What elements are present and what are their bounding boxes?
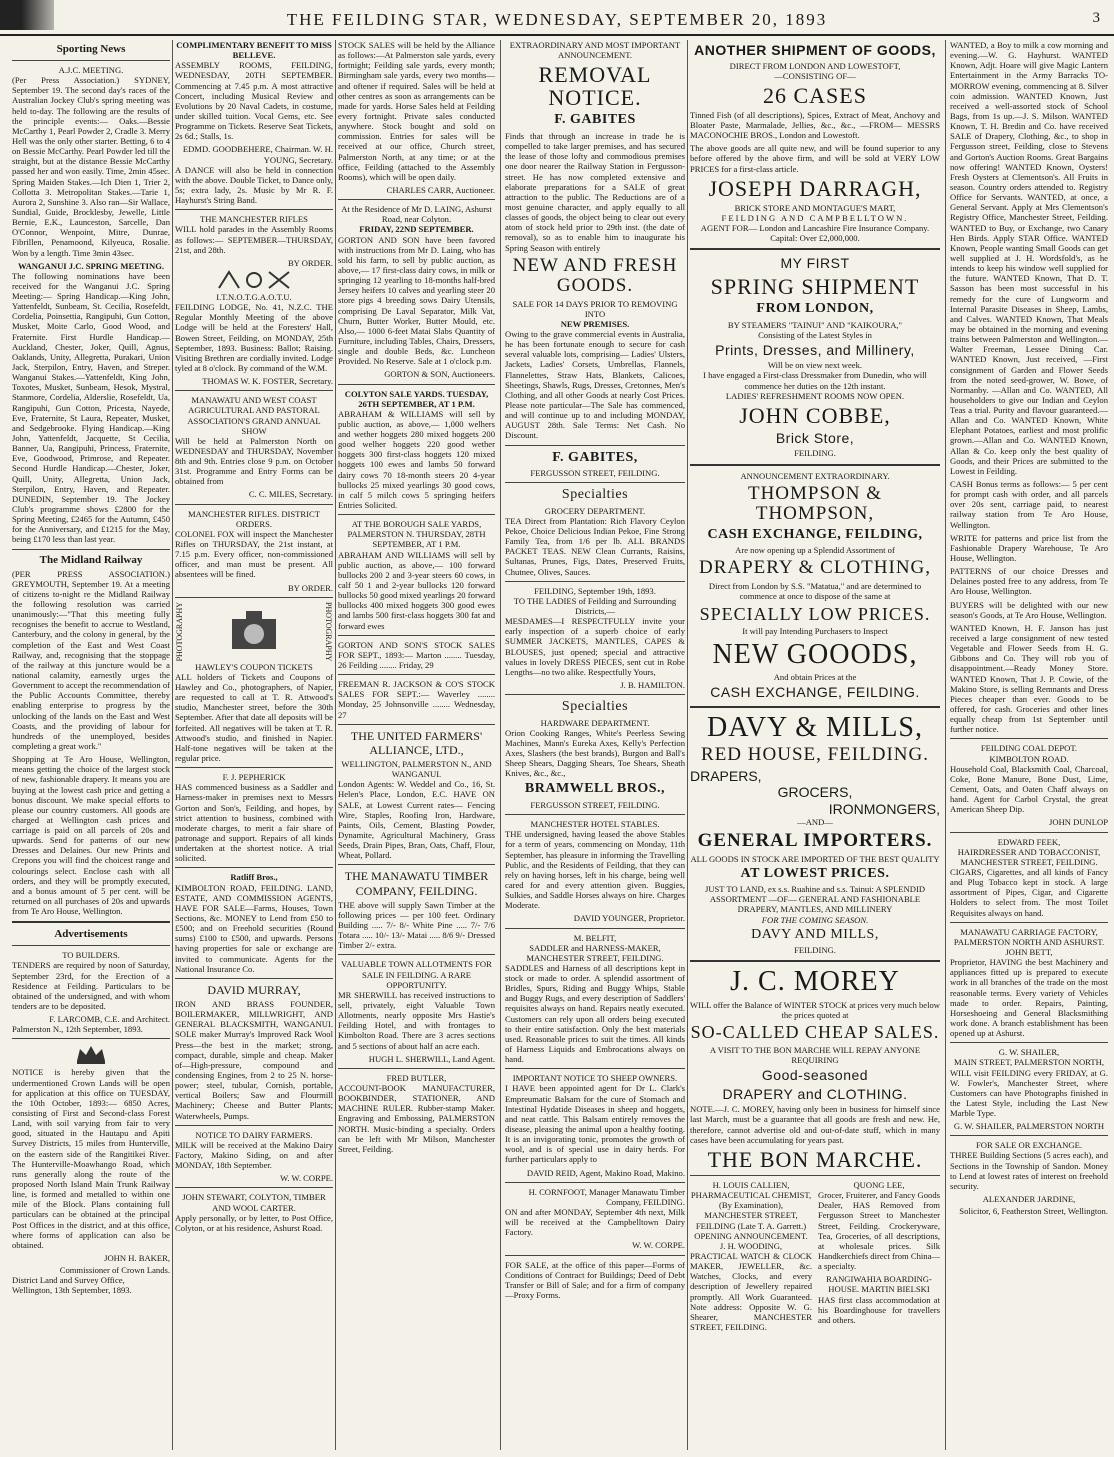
specialties-heading-1: Specialties [561,487,629,503]
refreshment-line: LADIES' REFRESHMENT ROOMS NOW OPEN. [725,390,905,401]
new-premises: NEW PREMISES. [560,318,630,329]
shailer-text: WILL visit FEILDING every FRIDAY, at G. W. Fowler's, Manchester Street, where Customers can have Photographs finished in the Latest Style, including the Last New Marble Type. [950,1067,1108,1119]
hardware-department: HARDWARE DEPARTMENT. [540,717,650,728]
rifles-signature: BY ORDER. [287,257,333,268]
stables-text: THE undersigned, having leased the above Stables for a term of years, commencing on Monday, 11th September, has pleasure in informing the Travelling Public, and the Residents of Feilding, that they can rely on having horses, left in his charge, being well cared for and every attention given. Buggies, Sulkies, and Saddle Horses always on hire. Charges Moderate. [505,829,685,911]
announcement-line: ANNOUNCEMENT EXTRAORDINARY. [740,470,890,481]
coupon-heading: HAWLEY'S COUPON TICKETS [195,661,313,672]
page-number: 3 [1092,10,1100,26]
view-line: Will be on view next week. [767,360,863,371]
wooding-text: PRACTICAL WATCH & CLOCK MAKER, JEWELLER, &c. Watches, Clocks, and every description of Jewellery repaired promptly. All Work Guaranteed. Note address: Opposite W. G. Shearer, MANCHESTER STREET, FEILDING. [690,1250,812,1332]
sporting-heading: Sporting News [56,43,126,55]
good-seasoned: Good-seasoned [761,1067,869,1084]
buyers-text: BUYERS will be delighted with our new season's Goods, at Te Aro House, Wellington. [950,599,1108,620]
ratliff-heading: Ratliff Bros., [230,872,278,883]
feek-name: EDWARD FEEK, [997,836,1061,847]
cobbe-name: JOHN COBBE, [739,402,891,428]
shopping-text: Shopping at Te Aro House, Wellington, means getting the choice of the largest stock of new, fashionable drapery. It means you are buying at the lowest cash price and getting a bonus discount. We make special efforts to please our country customers. All goods are charged at Wellington cash prices and carriage is paid on all parcels of 20s and upwards. Send for patterns of our new Dresses and Delaines. Our new Prints and Crepons you will find the choicest range and colourings select. Enclose cash with all orders, and they will be promptly executed, and a bonus amount of 5 per cent. will be returned on all purchases of 20s and upwards from Te Aro House, Wellington. [12,754,170,917]
all-goods-line: ALL GOODS IN STOCK ARE IMPORTED OF THE BEST QUALITY [690,853,940,864]
ratliff-text: KIMBOLTON ROAD, FEILDING. LAND, ESTATE, AND COMMISSION AGENTS, HAVE FOR SALE—Farms, Houses, Town Sections, &c. MONEY to Lend from £50 to £500; and on Freehold securities (Round sums) £100 to £500, and upwards. Persons having properties for sale or exchange are invited to communicate. Agents for the National Insurance Co. [175,882,333,974]
stock-sales-text: STOCK SALES will be held by the Alliance as follows:—At Palmerston sale yards, every fortnight; Feilding sale yards, every month; Birmingham sale yards, every two months—and oftener if required. Sales will be held at other centres as soon as arrangements can be made for yards. Horse Sales held at Feilding every fortnight. Private sales conducted anywhere. Stock bought and sold on commission. Entries for sales will be received at our office, Church street, Palmerston North, at any time; or at the office, Feilding (attached to the Assembly Rooms), which will be open daily. [338,40,495,182]
removal-text: Finds that through an increase in trade he is compelled to take larger premises, and has secured the lease of those lofty and commodious premises one door nearer the Railway Station in Fergusson-street. He has now completed extensive and elaborate preparations for a SALE of great attraction to the public. The Reductions are of a most genuine character, and apply equally to all classes of goods, the object being to clear out every atom of stock held prior to 29th inst. (the date of removal), so as to enable him to inaugurate his Spring Season with entirely [505,130,685,253]
davy-mills: DAVY & MILLS, [706,711,923,743]
lodge-signature: THOMAS W. K. FOSTER, Secretary. [202,376,333,387]
dressmaker-line: I have engaged a First-class Dressmaker from Dunedin, who will commence her duties on the 12th instant. [703,370,927,391]
wanganui-heading: WANGANUI J.C. SPRING MEETING. [17,260,165,271]
gorton-text: GORTON AND SON have been favored with instructions from Mr D. Laing, who has sold his farm, to sell by public auction, as above,— 17 first-class dairy cows, in milk or springing 12 yearling to 18-months half-bred Jersey heifers 10 calves and yearling steer 20 store pigs 4 breeding sows Dairy Utensils, comprising De Laval Separator, Milk Vat, Churn, Butter Worker, Butter Mould, etc. Also,— 1000 6-feet Matai Slabs Quantity of Furniture, including Tables, Chairs, Dressers, single and double Beds, &c. Luncheon Provided. No Reserve. Sale at 1 o'clock p.m. [338,234,495,367]
belfit-text: SADDLES and Harness of all descriptions kept in stock or made to order. A splendid assortment of Bridles, Spurs, Riding and Buggy Whips, Stable and Buggy Rugs, and every description of Saddlers' requisites always on hand. Repairs neatly executed. Customers can rely upon all orders being executed to their entire satisfaction. Only the best materials used. Reasonable prices to suit the times. All kinds of Harness Liquids and Embrocations always on hand. [505,962,685,1065]
column-rule [945,40,946,1450]
farmers-heading: THE UNITED FARMERS' ALLIANCE, LTD., [350,728,483,757]
photography-label-left: PHOTOGRAPHY [175,602,184,662]
benefit-text: ASSEMBLY ROOMS, FEILDING, WEDNESDAY, 20TH SEPTEMBER. Commencing at 7.45 p.m. A most attractive Concert, including Musical Review and Evolutions by 20 Naval Cadets, in costume, under skilled tuition. Vocal Gems, etc. See Programme on Tickets. Reserve Seat Tickets, 2s 6d.; Stalls, 1s. [175,60,333,142]
cobbe-address: FEILDING. [794,448,836,459]
column-2 [175,40,333,1450]
column-rule [500,40,501,1450]
darragh-agent: AGENT FOR— London and Lancashire Fire Insurance Company. Capital: Over £2,000,000. [700,223,930,244]
notice-office: District Land and Survey Office, [12,1275,125,1286]
bett-text: Proprietor, HAVING the best Machinery and appliances fitted up is prepared to execute work in all branches of the trade on the most reasonable terms. Every variety of Vehicles made to order. Repairs, Painting, Horseshoeing and General Blacksmithing work done. A branch establishment has been opened up at Ashurst. [950,957,1108,1039]
coal-heading: FEILDING COAL DEPOT. [980,743,1078,754]
bon-marche: THE BON MARCHE. [707,1146,923,1172]
crown-emblem-icon [12,1043,170,1065]
spring-shipment: SPRING SHIPMENT [710,273,920,299]
patterns-text: PATTERNS of our choice Dresses and Delaines posted free to any address, from Te Aro House, Wellington. [950,566,1108,597]
sale-line: SALE FOR 14 DAYS PRIOR TO REMOVING INTO [512,298,678,319]
advertisements-heading: Advertisements [54,928,128,941]
cases-heading: 26 CASES [763,82,867,108]
column-6 [950,40,1108,1450]
hamilton-heading: TO THE LADIES of Feilding and Surrounding Districts,— [513,595,677,616]
sherwill-text: MR SHERWILL has received instructions to sell, privately, eight Valuable Town Allotments, nearly opposite Mrs Hastie's Feilding Hotel, and with frontages to Kimbolton Road. There are 3 acres sections and 5 sections of about half an acre each. [338,989,495,1051]
reid-signature: DAVID REID, Agent, Makino Road, Makino. [526,1167,685,1178]
builders-heading: TO BUILDERS. [62,950,120,961]
shailer-address: MAIN STREET, PALMERSTON NORTH, [954,1057,1104,1068]
shipment-heading: ANOTHER SHIPMENT OF GOODS, [694,42,936,58]
stables-heading: MANCHESTER HOTEL STABLES. [530,819,660,830]
carriage-heading: MANAWATU CARRIAGE FACTORY, [960,926,1098,937]
camera-icon [224,605,284,659]
gabites-name-2: F. GABITES, [552,449,638,465]
landed-text: JUST TO LAND, ex s.s. Ruahine and s.s. Tainui: A SPLENDID ASSORTMENT —OF— GENERAL AND FASHIONABLE DRAPERY, MANTLES, AND MILLINERY [704,884,926,915]
orders-signature: BY ORDER. [287,582,333,593]
lowest-prices: AT LOWEST PRICES. [740,865,890,881]
bielski-name: RANGIWAHIA BOARDING-HOUSE. MARTIN BIELSKI [826,1274,932,1295]
cash-exchange: CASH EXCHANGE, FEILDING, [707,526,923,542]
column-4 [505,40,685,1450]
hamilton-signature: J. B. HAMILTON. [620,679,685,690]
callien-text: PHARMACEUTICAL CHEMIST, (By Examination), MANCHESTER STREET, FEILDING (Late T. A. Garrett.) OPENING ANNOUNCEMENT. [690,1190,812,1241]
morey-note: NOTE.—J. C. MOREY, having only been in business for himself since last March, must be a guarantee that all goods are fresh and new. He, therefore, cannot advertise old and out-of-date stuff, which in many cases have been accumulating for years past. [690,1104,940,1145]
notice-role: Commissioner of Crown Lands. [59,1265,170,1276]
orders-text: COLONEL FOX will inspect the Manchester Rifles on THURSDAY, the 21st instant, at 7.15 p.m. Every officer, non-commissioned officer, and man must be present. All absentees will be fined. [175,528,333,580]
gabites-address: FERGUSSON STREET, FEILDING. [530,468,660,479]
sherwill-signature: HUGH L. SHERWILL, Land Agent. [368,1053,495,1064]
cases-text-2: The above goods are all quite new, and will be found superior to any before offered by the above firm, and will be sold at VERY LOW PRICES for a first-class article. [690,143,940,174]
column-3 [338,40,495,1450]
abraham-text: ABRAHAM & WILLIAMS will sell by public auction, as above,— 1,000 welhers and wether hoggets 280 mixed hoggets 200 good welher hoggets 220 good wether hoggets 300 first-class hoggets 120 mixed hoggets 100 ewes and lambs 50 forward dairy cows 70 18-month steers 20 4-year bullocks 25 mixed yearlings 30 good cows, in calf 5 milch cows 5 springing heifers Entries Solicited. [338,408,495,511]
rifles-text: WILL hold parades in the Assembly Rooms as follows:— SEPTEMBER—THURSDAY, 21st, and 28th. [175,224,333,255]
drapery-clothing-2: DRAPERY and CLOTHING. [722,1085,908,1102]
dance-text: A DANCE will also be held in connection with the above. Double Ticket, to Dance only, 5s; extra lady, 2s. Music by Mr R. F. Hayhurst's String Band. [175,164,333,206]
coal-address: KIMBOLTON ROAD. [989,753,1069,764]
dairy-signature: W. W. CORPE. [280,1173,333,1184]
benefit-heading: COMPLIMENTARY BENEFIT TO MISS BELLEVE. [176,40,332,61]
sale-exchange-heading: FOR SALE OR EXCHANGE. [976,1140,1082,1151]
shipment-consisting: —CONSISTING OF— [774,70,856,81]
bett-name: JOHN BETT, [1005,946,1053,957]
darragh-name: JOSEPH DARRAGH, [708,175,922,201]
cobbe-sub: Brick Store, [775,429,855,446]
darragh-address: FEILDING AND CAMPBELLTOWN. [721,212,909,223]
red-house: RED HOUSE, FEILDING. [701,743,929,765]
new-goods: NEW GOOODS, [712,638,918,670]
column-5 [690,40,940,1450]
specially-low: SPECIALLY LOW PRICES. [699,603,931,624]
photography-label-right: PHOTOGRAPHY [324,602,333,662]
morey-name: J. C. MOREY [730,966,900,998]
grocery-department: GROCERY DEPARTMENT. [544,505,646,516]
cash-exchange-2: CASH EXCHANGE, FEILDING. [710,684,920,701]
masthead [0,0,1114,36]
callien-name: H. LOUIS CALLIEN, [712,1179,790,1190]
saddler-text: HAS commenced business as a Saddler and Harness-maker in premises next to Messrs Gorton and Son's, Feilding, and hopes, by strict attention to business, combined with moderate charges, to merit a fair share of patronage and support. Repairs of all kinds undertaken at the shortest notice. A trial solicited. [175,782,333,864]
quong-name: QUONG LEE, [853,1179,905,1190]
drapers-line: DRAPERS, [690,767,762,784]
ajc-text: (Per Press Association.) SYDNEY, September 19. The second day's races of the Australian Jockey Club's spring meeting was held to-day. The following are the results of the principle events:— Oaks.—Bessie McCarthy 1, Pearl Powder 2, Cradle 3. Merry Hell was the only other starter. Betting, 6 to 4 on Bessie McCarthy. Pearl Powder led till the straight, but at the distance Bessie McCarthy passed her and won easily. Time, 2min 45sec. Spring Maiden Stakes.—Ich Dien 1, Trier 2, Collotta 3. Metropolitan Stakes.—Tarie 1, Aurora 2, Sunshine 3. Also ran—Sir Wallace, Sundial, Guide, Brocklesby, Jewelle, Little Bernie, E.K., Launceston, Sarcelle, Dan O'Connor, Wenpoint, Mitre, Dunrae, Fibrillen, Penamoond, Kilyeuca, Rosalie. Won by a length. Time 3min 43sec. [12,75,170,258]
steamers-line: BY STEAMERS "TAINUI" AND "KAIKOURA," [727,319,903,330]
visit-line: A VISIT TO THE BON MARCHE WILL REPAY ANYONE REQUIRING [709,1044,921,1066]
bramwell-address: FERGUSSON STREET, FEILDING. [530,799,660,810]
davy-address: FEILDING. [794,945,836,956]
midland-text: (PER PRESS ASSOCIATION.) GREYMOUTH, September 19. At a meeting of citizens to-night re the Midland Railway the following resolution was carried unanimously:—"That this meeting fully recognises the benefit to accrue to Westland, Canterbury, and the colony in general, by the completion of the East and West Coast Railway, and, recognising that the stoppage of the railway at this juncture would be a national calamity, earnestly urges the Government to accept the recommendation of the Public Accounts Committee, thereby enabling enterprise to progress by the unlocking of the lands on the East and West Coasts, and the providing of labour for hundreds of the unemployed, besides completing a great work." [12,568,170,751]
general-importers: GENERAL IMPORTERS. [697,829,933,851]
masthead-title: THE FEILDING STAR, WEDNESDAY, SEPTEMBER 20, 1893 [286,10,828,29]
drapery-clothing: DRAPERY & CLOTHING, [698,557,932,579]
gabites-name: F. GABITES [554,112,636,128]
column-rule [335,40,336,1450]
direct-line: Direct from London by S.S. "Matatua," and are determined to commence at once to dispose of the same at [708,581,922,602]
lodge-heading: I.T.N.O.T.G.A.O.T.U. [216,291,292,302]
borough-heading: AT THE BOROUGH SALE YARDS, PALMERSTON N. THURSDAY, 28TH SEPTEMBER, AT 1 P.M. [347,519,486,550]
butler-text: ACCOUNT-BOOK MANUFACTURER, BOOKBINDER, STATIONER, AND MACHINE RULER. Rubber-stamp Maker. Engraving and Embossing, PALMERSTON NORTH. Music-binding a specialty. Orders can be left with Mr Milson, Manchester Street, Feilding. [338,1083,495,1154]
shailer-name: G. W. SHAILER, [998,1047,1060,1058]
ironmongers-line: IRONMONGERS, [828,800,940,817]
colyton-heading: COLYTON SALE YARDS. TUESDAY, 26TH SEPTEMBER, AT 1 P.M. [344,388,489,409]
sale-text: Owing to the grave commercial events in Australia, he has been fortunate enough to secure for cash several valuable lots, comprising— Ladies' Ulsters, Jackets, Ladies' Corsets, Umbrellas, Flannels, Flannelettes, Straw Hats, Blankets, Calicoes, Sheetings, Shawls, Rugs, Dresses, Cretonnes, Men's Clothing, and all other Goods at nearly Cost Prices. Please note particular—The Sale has commenced, and will continue up to and including MONDAY, AUGUST 28th. Sale Terms: Net Cash. No Discount. [505,328,685,441]
wooding-name: J. H. WOODING, [719,1240,783,1251]
show-signature: C. C. MILES, Secretary. [248,489,333,500]
lodge-text: FEILDING LODGE, No. 41, N.Z.C. THE Regular Monthly Meeting of the above Lodge will be held at the Foresters' Hall, Bowen Street, Feilding, on MONDAY, 25th September, 1893. Business: Ballot; Raising. Visiting Brethren are cordially invited. Lodge tyled at 8 o'clock. By command of the W.M. [175,302,333,373]
davy-mills-2: DAVY AND MILLS, [751,926,879,942]
carriage-address: PALMERSTON NORTH AND ASHURST. [953,936,1105,947]
cheap-sales: SO-CALLED CHEAP SALES. [690,1022,940,1043]
sheep-text: I HAVE been appointed agent for Dr L. Clark's Empreumatic Balsam for the cure of Stomach and Intestinal Hydatide Diseases in sheep and hoggets, and neat cattle. This Balsam entirely removes the disease, pleasing the animal upon a healthy footing. It is an invigorating tonic, promotes the growth of wool, and is of special use in dairy herds. For further particulars apply to [505,1083,685,1165]
dairy-text: MILK will be received at the Makino Dairy Factory, Makino Siding, on and after MONDAY, 18th September. [175,1139,333,1171]
milk-text: ON and after MONDAY, September 4th next, Milk will be received at the Campbelltown Dairy Factory. [505,1207,685,1238]
sheep-heading: IMPORTANT NOTICE TO SHEEP OWNERS. [512,1073,678,1084]
extraordinary-heading: EXTRAORDINARY AND MOST IMPORTANT ANNOUNCEMENT. [509,40,681,61]
murray-heading: DAVID MURRAY, [207,982,301,997]
prints-line: Prints, Dresses, and Millinery, [715,341,915,358]
coal-text: Household Coal, Blacksmith Coal, Charcoal, Coke, Bone Manure, Bone Dust, Lime, Cement, Oats, and Oaten Chaff always on hand. Agent for Carbol Crystal, the great American Sheep Dip. [950,763,1108,815]
builders-signature: F. LARCOMB, C.E. and Architect. [49,1014,170,1025]
column-rule [172,40,173,1450]
show-text: Will be held at Palmerston North on WEDNESDAY and THURSDAY, November 8th and 9th. Entries close 9 p.m. on October 31st. Programme and Entry Forms can be obtained from [175,435,333,487]
quong-text: Grocer, Fruiterer, and Fancy Goods Dealer, HAS Removed from Fergusson Street to Manchester Street, Feilding. Crockeryware, Tea, Groceries, of all descriptions, at wholesale prices. Silk Handkerchiefs direct from China—a specialty. [818,1190,940,1272]
column-1 [12,40,170,1450]
timber-text: THE above will supply Sawn Timber at the following prices — per 100 feet. Ordinary Building ..... 7/- 8/- White Pine ..... 7/- 7/6 Totara ..... 10/- 13/- Matai ..... 8/6 9/- Dressed Timber 2/- extra. [338,899,495,951]
notice-date: Wellington, 13th September, 1893. [12,1285,132,1296]
builders-text: TENDERS are required by noon of Saturday, September 23rd, for the Erection of a Residence at Feilding. Particulars to be obtained of the undersigned, and with whom tenders are to be deposited. [12,960,170,1011]
morey-text: WILL offer the Balance of WINTER STOCK at prices very much below the prices quoted at [690,999,940,1020]
belfit-sub: SADDLER and HARNESS-MAKER, MANCHESTER STREET, FEILDING. [526,942,664,963]
feek-text: CIGARS, Cigarettes, and all kinds of Fancy and Plug Tobacco kept in stock. A large assortment of Pipes, Cigar, and Cigarette Holders to select from. The most Toilet Requisites always on hand. [950,866,1108,918]
crown-lands-notice: NOTICE is hereby given that the undermentioned Crown Lands will be open for application at this office on TUESDAY, the 10th October, 1893:— 6850 Acres, consisting of First and Second-class Forest Land, with soil varying from fair to very good, situated in the Hautapu and Apiti Survey Districts, 15 miles from Hunterville, on the eastern side of the Rangitikei River. The Hunterville-Moawhango Road, which runs generally along the route of the proposed North Island Main Trunk Railway line, is formed and metalled to within one mile of the Block. Plans containing full particulars can be obtained at the principal Post Offices in the district, and at this office, where forms of application can also be obtained. [12,1067,170,1250]
from-london: FROM LONDON, [756,301,874,316]
farmers-sub: WELLINGTON, PALMERSTON N., AND WANGANUI. [341,759,492,780]
grocery-text: TEA Direct from Plantation: Rich Flavory Ceylon Pekoe, Choice Delicious Indian Pekoe, Fine Strong Family Tea, from 1/6 per lb. ALL BRANDS PACKET TEAS. NEW Clean Currants, Raisins, Sultanas, Prunes, Figs, Dates, Preserved Fruits, Chutnee, Olives, Sauces. [505,515,685,577]
callien-advert [690,1180,812,1335]
cases-text: Tinned Fish (of all descriptions), Spices, Extract of Meat, Anchovy and Bloater Paste, Marmalade, Jellies, &c., &c., —FROM— MESSRS MACONOCHIE BROS., London and Lowestoft. [690,109,940,141]
show-heading: MANAWATU AND WEST COAST AGRICULTURAL AND PASTORAL ASSOCIATION'S GRAND ANNUAL SHOW [187,395,321,436]
photography-banner [175,602,333,662]
and-line: —AND— [797,817,833,828]
abraham2-text: ABRAHAM AND WILLIAMS will sell by public auction, as above,— 100 forward bullocks 200 2 and 3-year steers 60 cows, in calf 50 1 and 2-year bullocks 120 forward bullocks 50 good mixed yearlings 20 forward bullocks 400 mixed hoggets 300 good ewes and lambs 500 first-class hoggets 300 fat and forward ewes [338,549,495,631]
sale-exchange-text: THREE Building Sections (5 acres each), and Sections in the Township of Sandon. Money to Lend at lowest rates of interest on freehold security. [950,1150,1108,1191]
builders-date: Palmerston N., 12th September, 1893. [12,1024,143,1035]
coupon-text: ALL holders of Tickets and Coupons of Hawley and Co., photographers, of Napier, are requested to call at T. R. Attwood's studio, Manchester street, before the 30th September. After that date all deposits will be forfeited. All negatives will be taken at T. R. Attwood's studio, and finished in Napier. Half-tone negatives will be taken at the regular price. [175,671,333,764]
shailer-signature: G. W. SHAILER, PALMERSTON NORTH [953,1121,1105,1132]
new-fresh-goods: NEW AND FRESH GOODS. [512,254,678,296]
cornfoot-signature: H. CORNFOOT, Manager Manawatu Timber Company, FEILDING. [528,1186,685,1207]
hamilton-date: FEILDING, September 19th, 1893. [534,585,656,596]
notice-signature: JOHN H. BAKER, [104,1252,170,1263]
feek-sub: HAIRDRESSER AND TOBACCONIST, MANCHESTER STREET, FEILDING. [957,846,1101,867]
milk-signature: W. W. CORPE. [632,1240,685,1251]
bielski-text: HAS first class accommodation at his Boardinghouse for travellers and others. [818,1294,940,1325]
column-rule [687,40,688,1450]
consisting-line: Consisting of the Latest Styles in [758,329,872,340]
wanted-2-text: WANTED Known, H. F. Janson has just received a large consignment of new tested Vegetable and Flower Seeds from H. G. Gibbons and Co. They will rob you of disappointment.—Ready Money Store. WANTED Known, That J. P. Cowie, of the Makino Store, is selling Remnants and Dress Pieces cheaper than ever. Goods to be offered, for cash. Groceries and other lines equally cheap from 1st September until further notice. [950,622,1108,735]
benefit-signature: EDMD. GOODBEHERE, Chairman. W. H. YOUNG, Secretary. [182,144,333,165]
specialties-heading-2: Specialties [561,699,629,715]
dairy-heading: NOTICE TO DAIRY FARMERS. [195,1129,313,1140]
wanganui-text: The following nominations have been received for the Wanganui J.C. Spring Meeting:— Spring Handicap.—King John, Yattenfeldt, Sunbeam, St. Cecilia, Rosefeldt, Cordelia, Poinsettia, Rangipuhi, Gun Cotton, Musket, Moite Carlo, Good Wood, and Fraternite. First Hurdle Handicap.—Auckland, Chester, Joker, Quill, Agnus, Oaklands, Unity, Allegretta, Purakari, Union Jack, Sterpilon, Entry, Haven, and Streper. Wanganui Stakes.—Yattenfeldt, King John, Toxotes, Musket, Sunbeam, Hesok, Mystral, Stanmore, Cordelia, Alderslie, Rosefeldt, Ua, Rangipuhi, Gun Cotton, Pricesta, Nayede, Eve, Fraternite, St Laura, Repeater, Musket, and Sedgebrooke. Flying Handicap.—King John, Yattenfeldt, Jacquette, St Cecilia, Banner, Ua, Rangipuhi, Princess, Fraternite, Eve, Goodwood, Primrose, and Repeater. Second Hurdle Handicap.—Chester, Joker, Quill, Unity, Allegretta, Union Jack, Sterpilon, Entry, Haven, and Repeater. DUNEDIN, September 19. The Jockey Club's programme shows £2800 for the Spring Meeting, £2465 for the Autumn, £450 for the Anniversary, and £1215 for the May, being £170 less than last year. [12,270,170,545]
rifles-heading: THE MANCHESTER RIFLES [200,214,308,225]
quong-advert [818,1180,940,1335]
butler-heading: FRED BUTLER, [386,1072,447,1083]
ajc-heading: A.J.C. MEETING. [58,64,124,75]
obtain-line: And obtain Prices at the [773,671,857,682]
timber-heading: THE MANAWATU TIMBER COMPANY, FEILDING. [344,869,489,898]
farmers-text: London Agents: W. Weddel and Co., 16, St. Helen's Place, London, E.C. HAVE ON SALE, at Lowest Current rates— Fencing Wire, Staples, Roofing Iron, Hardware, Paints, Oils, Cement, Blasting Powder, Dynamite, Agricultural Machinery, Grass Seeds, Drain Pipes, Bran, Oats, Chaff, Flour, Wheat, Pollard. [338,779,495,861]
grocers-line: GROCERS, [777,784,853,801]
jardine-name: ALEXANDER JARDINE, [982,1194,1076,1205]
jardine-sub: Solicitor, 6, Featherston Street, Wellington. [959,1206,1108,1217]
my-first: MY FIRST [780,255,850,272]
pay-line: It will pay Intending Purchasers to Inspect [742,626,888,637]
sherwill-heading: VALUABLE TOWN ALLOTMENTS FOR SALE IN FEILDING. A RARE OPPORTUNITY. [341,959,492,990]
for-sale-text: FOR SALE, at the office of this paper—Forms of Conditions of Contract for Buildings; Deed of Debt Transfer or Bill of Sale; and for a firm of company—Proxy Forms. [505,1259,685,1300]
removal-notice-title: REMOVAL NOTICE. [538,62,652,111]
pepherick-name: F. J. PEPHERICK [222,772,286,783]
midland-heading: The Midland Railway [39,553,143,566]
write-text: WRITE for patterns and price list from the Fashionable Drapery Warehouse, Te Aro House, Wellington. [950,532,1108,564]
younger-signature: DAVID YOUNGER, Proprietor. [573,913,685,924]
opening-line: Are now opening up a Splendid Assortment of [735,545,895,556]
darragh-sub: BRICK STORE AND MONTAGUE'S MART, [734,202,896,213]
friday-heading: FRIDAY, 22ND SEPTEMBER. [359,224,474,235]
bottom-adverts [690,1180,940,1335]
murray-text: IRON AND BRASS FOUNDER, BOILERMAKER, MILLWRIGHT, AND GENERAL BLACKSMITH, WANGANUI. SOLE maker Murray's Improved Rack Wool Press—the best in the market; strong, compact, durable, simple and cheap. Maker of—High-pressure, compound and condensing Engines, from 2 to 25 N. horse-power; steel, tubular, Cornish, portable, vertical Boilers; Saw and Flourmill Machinery; Cheese and Butter Plants; Waterwheels, Pumps. [175,998,333,1121]
shipment-sub: DIRECT FROM LONDON AND LOWESTOFT, [729,60,901,71]
gorton-signature: GORTON & SON, Auctioneers. [384,369,495,380]
cash-bonus-text: CASH Bonus terms as follows:— 5 per cent for prompt cash with order, and all parcels over 20s sent, carriage paid, to nearest railway station from Te Aro House, Wellington. [950,479,1108,530]
hardware-text: Orion Cooking Ranges, White's Peerless Sewing Machines, Mann's Eureka Axes, Kelly's Perfection Axes, Slashers (the best brands), Burgon and Ball's Sheep Shears, Dagging Shears, Toe Shears, Sheath Knives, &c., &c., [505,727,685,779]
stewart-text: Apply personally, or by letter, to Post Office, Colyton, or at his residence, Ashurst Road. [175,1212,333,1233]
gorton-dates: GORTON AND SON'S STOCK SALES FOR SEPT., 1893:— Marton ........ Tuesday, 26 Feilding ........ Friday, 29 [338,639,495,671]
coal-signature: JOHN DUNLOP [1049,817,1108,828]
belfit-name: M. BELFIT, [573,932,617,943]
coming-season: FOR THE COMING SEASON. [761,914,869,925]
bramwell-name: BRAMWELL BROS., [524,781,666,797]
freeman-text: FREEMAN R. JACKSON & CO'S STOCK SALES FOR SEPT.:— Waverley ........ Monday, 25 Johnsonville ........ Wednesday, 27 [338,679,495,720]
thompson-name: THOMPSON & THOMPSON, [747,482,883,524]
stewart-heading: JOHN STEWART, COLYTON, TIMBER AND WOOL CARTER. [182,1192,326,1213]
stock-sales-signature: CHARLES CARR, Auctioneer. [386,184,495,195]
masonic-emblem-icon [175,270,333,290]
laing-text: At the Residence of Mr D. LAING, Ashurst Road, near Colyton. [341,204,492,225]
wanted-text: WANTED, a Boy to milk a cow morning and evening.—W. G. Hayhurst. WANTED Known, Adjt. Hoare will give Magic Lantern Entertainment in the Army Barracks TO-MORROW evening, commencing at 8. Silver coin admission. WANTED Known, Just received a well-assorted stock of School Bags, from 1s up.—J. S. Milson. WANTED Known, T. H. Bredin and Co. have received SALE of Drapery, Clothing, &c., to shop in Fergusson street, Feilding, close to Stevens and Gorton's Auction Rooms. Great Bargains now offering! WANTED Known, Oysters! Fresh Oysters at Clementson's. All Fruits in season. Country orders attended to. Registry Office for Servants. WANTED, at once, a General Servant. Apply at Mrs Clementson's Registry Office, Manchester Street, Feilding. WANTED to Buy, or Exchange, two Canary Hen Birds. Apply STAR Office. WANTED Known, People wanting Small Goods can get well supplied at J. H. Wordsfold's, as he intends to keep his window well supplied for the future. WANTED Known, That D. T. Sasson has been most successful in his remedy for the cure of Lungworm and Internal Parasite Diseases in Sheep, Lambs, and Calves. WANTED Known, That Meals may be obtained in the morning and evening trains between Palmerston and Wellington.—Walter Freeman, Lessee Dining Car. WANTED Known, Just received, —First consignment of Garden and Flower Seeds from the noted seed-grower, W. Bowe, of Normanby. —Allan and Co. WANTED, All householders to give our Indian and Ceylon Teas a trial. Purity and flavour guaranteed.—Allan and Co. WANTED Known, White Elephant Potatoes, earliest and most prolific grown.—Allan and Co. WANTED Known, Allan & Co. keep only the best quality of Goods, and their Prices are submitted to the Lowest in Feilding. [950,40,1108,476]
hamilton-text: MESDAMES—I RESPECTFULLY invite your early inspection of a superb choice of early SUMMER JACKETS, MANTLES, CAPES & BLOUSES, just opened; special and attractive values in lovely DRESS PIECES, sent cut in Robe Lengths—no two alike. Respectfully Yours, [505,616,685,677]
orders-heading: MANCHESTER RIFLES. DISTRICT ORDERS. [187,508,321,529]
